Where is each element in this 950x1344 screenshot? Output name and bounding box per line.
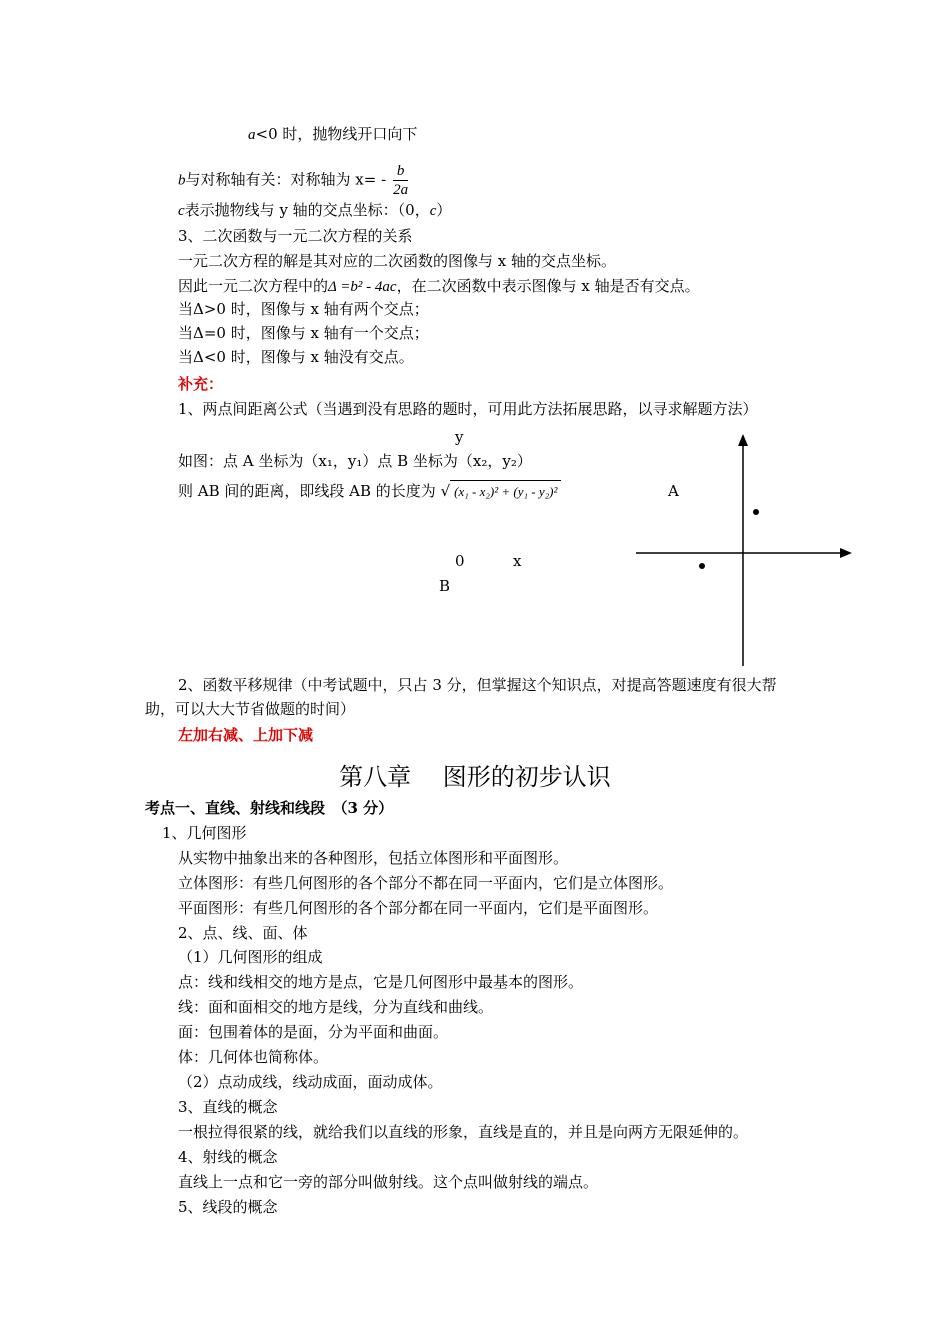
delta-symbol: Δ <box>193 300 204 318</box>
chapter-line: 面：包围着体的是面，分为平面和曲面。 <box>178 1023 449 1041</box>
delta-symbol: Δ <box>193 324 204 342</box>
supplement-item2-line1: 2、函数平移规律（中考试题中，只占 3 分，但掌握这个知识点，对提高答题速度有很大帮 <box>178 676 777 694</box>
chapter-line: 线：面和面相交的地方是线，分为直线和曲线。 <box>178 998 494 1016</box>
symbol-b: b <box>178 172 186 189</box>
chapter-line: 一根拉得很紧的线，就给我们以直线的形象，直线是直的，并且是向两方无限延伸的。 <box>178 1123 749 1141</box>
graph-label-origin: 0 <box>455 552 465 570</box>
chapter-line: 1、几何图形 <box>162 824 247 842</box>
chapter-line: 体：几何体也简称体。 <box>178 1048 329 1066</box>
section3-p1: 一元二次方程的解是其对应的二次函数的图像与 x 轴的交点坐标。 <box>178 252 616 270</box>
chapter-line: （2）点动成线，线动成面，面动成体。 <box>178 1073 443 1091</box>
c-intercept-line <box>178 199 451 222</box>
graph-label-x: x <box>513 552 522 570</box>
chapter-line: 平面图形：有些几何图形的各个部分都在同一平面内，它们是平面图形。 <box>178 899 659 917</box>
coordinate-graph <box>630 430 860 670</box>
chapter-line: 直线上一点和它一旁的部分叫做射线。这个点叫做射线的端点。 <box>178 1173 599 1191</box>
delta-text: >0 时，图像与 x 轴有两个交点； <box>203 300 429 318</box>
chapter-line: 点：线和线相交的地方是点，它是几何图形中最基本的图形。 <box>178 973 584 991</box>
chapter-line: 4、射线的概念 <box>178 1148 278 1166</box>
chapter-line: 从实物中抽象出来的各种图形，包括立体图形和平面图形。 <box>178 849 569 867</box>
delta-pre: 当 <box>178 348 194 366</box>
chapter-line: 2、点、线、面、体 <box>178 924 308 942</box>
point-a <box>753 509 759 515</box>
delta-pre: 当 <box>178 324 194 342</box>
graph-label-y-text: y <box>455 428 464 446</box>
chapter-line: 3、直线的概念 <box>178 1098 278 1116</box>
delta-case-3 <box>178 346 414 368</box>
x-axis-arrow-icon <box>840 548 852 558</box>
chapter-title: 第八章 图形的初步认识 <box>339 763 611 791</box>
chapter-line: （1）几何图形的组成 <box>178 948 323 966</box>
supplement-item1: 1、两点间距离公式（当遇到没有思路的题时，可用此方法拓展思路，以寻求解题方法） <box>178 400 758 418</box>
fraction-numerator: b <box>393 162 409 181</box>
chapter-line: 立体图形：有些几何图形的各个部分不都在同一平面内，它们是立体图形。 <box>178 874 674 892</box>
c-intercept-close: ） <box>436 201 452 219</box>
symbol-c: c <box>178 203 185 219</box>
translation-rule: 左加右减、上加下减 <box>178 726 314 744</box>
supplement-example: 如图：点 A 坐标为（x₁，y₁）点 B 坐标为（x₂，y₂） <box>178 452 532 470</box>
distance-line <box>178 480 561 503</box>
axis-fraction <box>393 162 409 199</box>
section3-p2 <box>178 275 700 298</box>
a-negative-line <box>248 123 417 146</box>
point1-heading: 考点一、直线、射线和线段 （3 分） <box>145 799 394 817</box>
delta-pre: 当 <box>178 300 194 318</box>
delta-text: <0 时，图像与 x 轴没有交点。 <box>203 348 414 366</box>
supplement-item2-line2: 助，可以大大节省做题的时间） <box>145 700 356 718</box>
section3-heading: 3、二次函数与一元二次方程的关系 <box>178 227 413 245</box>
fraction-denominator: 2a <box>393 182 409 198</box>
delta-case-2 <box>178 322 429 344</box>
graph-label-a: A <box>668 482 679 500</box>
symbol-c-2: c <box>429 203 437 219</box>
section3-p2a: 因此一元二次方程中的 <box>178 277 329 295</box>
sqrt-icon: √ <box>440 482 451 500</box>
delta-text: =0 时，图像与 x 轴有一个交点； <box>203 324 429 342</box>
distance-text: 则 AB 间的距离，即线段 AB 的长度为 <box>178 482 436 500</box>
b-axis-text: 与对称轴有关：对称轴为 x= - <box>185 170 387 189</box>
section3-p2b: ，在二次函数中表示图像与 x 轴是否有交点。 <box>396 277 700 295</box>
delta-case-1 <box>178 298 429 320</box>
discriminant-formula: Δ =b² - 4ac <box>328 279 397 295</box>
graph-label-b: B <box>439 577 451 595</box>
distance-formula: (x₁ - x₂)² + (y₁ - y₂)² <box>450 480 561 503</box>
y-axis-arrow-icon <box>738 434 748 446</box>
c-intercept-text: 表示抛物线与 y 轴的交点坐标：（0， <box>184 201 430 219</box>
supplement-label: 补充： <box>178 375 224 393</box>
a-negative-text: <0 时，抛物线开口向下 <box>255 125 418 143</box>
symbol-a: a <box>248 127 256 143</box>
chapter-line: 5、线段的概念 <box>178 1198 278 1216</box>
b-axis-line <box>178 162 410 199</box>
delta-symbol: Δ <box>193 348 204 366</box>
point-b <box>699 563 705 569</box>
